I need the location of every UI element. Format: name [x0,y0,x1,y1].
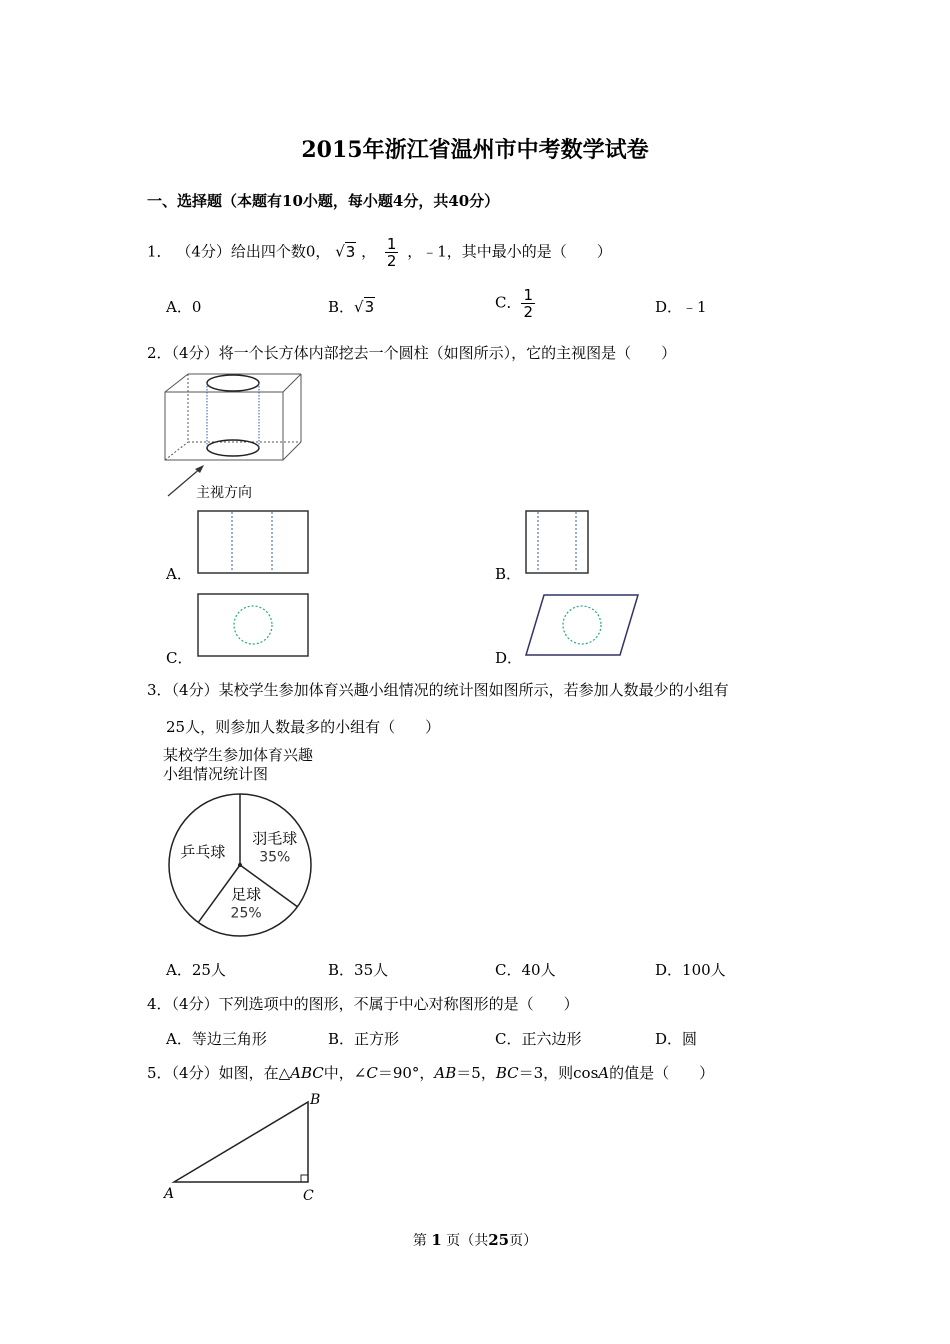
sqrt-expression: √3 [335,242,356,261]
pie-chart [160,788,320,938]
option-a-figure [196,509,312,575]
sqrt-expression: √3 [354,298,375,316]
pie-slice-label: 足球 [231,885,262,904]
question-number: 1． [147,242,172,261]
question-text: （4分）如图，在△ [171,1064,291,1082]
side-bc: BC [495,1064,519,1082]
question-text: ＝5， [456,1064,496,1082]
pie-slice-label: 乒乓球 [180,842,226,861]
side-ab: AB [434,1064,457,1082]
triangle-name: ABC [290,1064,324,1082]
pie-slice-value: 35% [259,849,291,866]
vertex-a-label: A [164,1186,175,1202]
page-number: 1 [431,1231,442,1249]
question-1 [147,236,612,269]
footer-text: 页（共 [446,1233,489,1249]
question-number: 5． [147,1064,172,1082]
section-heading: 一、选择题（本题有10小题，每小题4分，共40分） [147,192,500,210]
option-d: D．圆 [655,1030,698,1048]
question-text: 的值是（ ） [609,1064,715,1082]
fraction [521,287,535,320]
option-b [328,296,375,317]
vertex-b-label: B [310,1092,321,1108]
question-text: ，﹣1，其中最小的是（ ） [407,242,612,261]
option-a: A．等边三角形 [166,1030,267,1048]
chart-title-line-1: 某校学生参加体育兴趣 [163,746,314,764]
question-3-continued: 25人，则参加人数最多的小组有（ ） [166,718,441,736]
footer-text: 页） [509,1233,538,1249]
right-triangle-figure [160,1090,330,1205]
option-label: B． [328,298,355,316]
option-d: D． [495,649,523,667]
option-b: B．正方形 [328,1030,400,1048]
numerator: 1 [386,235,397,253]
option-a: A． [166,565,192,583]
view-direction-label: 主视方向 [196,485,252,501]
question-text: （4分）某校学生参加体育兴趣小组情况的统计图如图所示，若参加人数最少的小组有 [171,681,729,699]
question-text: （4分）将一个长方体内部挖去一个圆柱（如图所示），它的主视图是（ ） [171,344,677,362]
fraction [385,236,399,269]
angle-a: A [598,1064,610,1082]
option-label: C． [495,293,522,312]
page-title: 2015年浙江省温州市中考数学试卷 [301,137,649,163]
vertex-c-label: C [303,1188,314,1204]
pie-slice-value: 25% [230,905,262,922]
option-d: D．100人 [655,961,726,979]
question-text: 中，∠ [323,1064,367,1082]
question-text: ＝90°， [377,1064,435,1082]
option-c: C． [166,649,193,667]
numerator: 1 [523,286,534,304]
question-text: （4分）给出四个数0， [176,242,331,261]
option-c-figure [196,592,312,658]
total-pages: 25 [488,1231,510,1249]
option-a: A．25人 [166,961,226,979]
option-b: B． [495,565,522,583]
question-number: 2． [147,344,172,362]
chart-title-line-2: 小组情况统计图 [163,765,269,783]
denominator: 2 [523,303,534,321]
question-text: ＝3，则cos [518,1064,599,1082]
option-c: C．40人 [495,961,556,979]
pie-center [238,863,242,867]
page-footer [0,1230,950,1250]
question-number: 4． [147,995,172,1013]
pie-slice-label: 羽毛球 [252,829,298,848]
option-d: D．﹣1 [655,298,707,316]
option-c [495,287,535,320]
sqrt-radicand: 3 [345,242,356,261]
question-5 [147,1062,714,1083]
question-text: ， [361,242,377,261]
angle-vertex: C [366,1064,378,1082]
option-d-figure [522,592,642,658]
option-c: C．正六边形 [495,1030,582,1048]
question-2 [147,342,676,363]
cuboid-figure [160,370,310,500]
option-b-figure [524,509,590,575]
denominator: 2 [386,252,397,270]
question-4 [147,993,579,1014]
question-number: 3． [147,681,172,699]
option-a: A．0 [166,298,202,316]
question-text: （4分）下列选项中的图形，不属于中心对称图形的是（ ） [171,995,579,1013]
footer-text: 第 [412,1233,427,1249]
chart-title [163,746,313,784]
option-b: B．35人 [328,961,389,979]
question-3 [147,679,729,700]
sqrt-radicand: 3 [364,298,375,316]
